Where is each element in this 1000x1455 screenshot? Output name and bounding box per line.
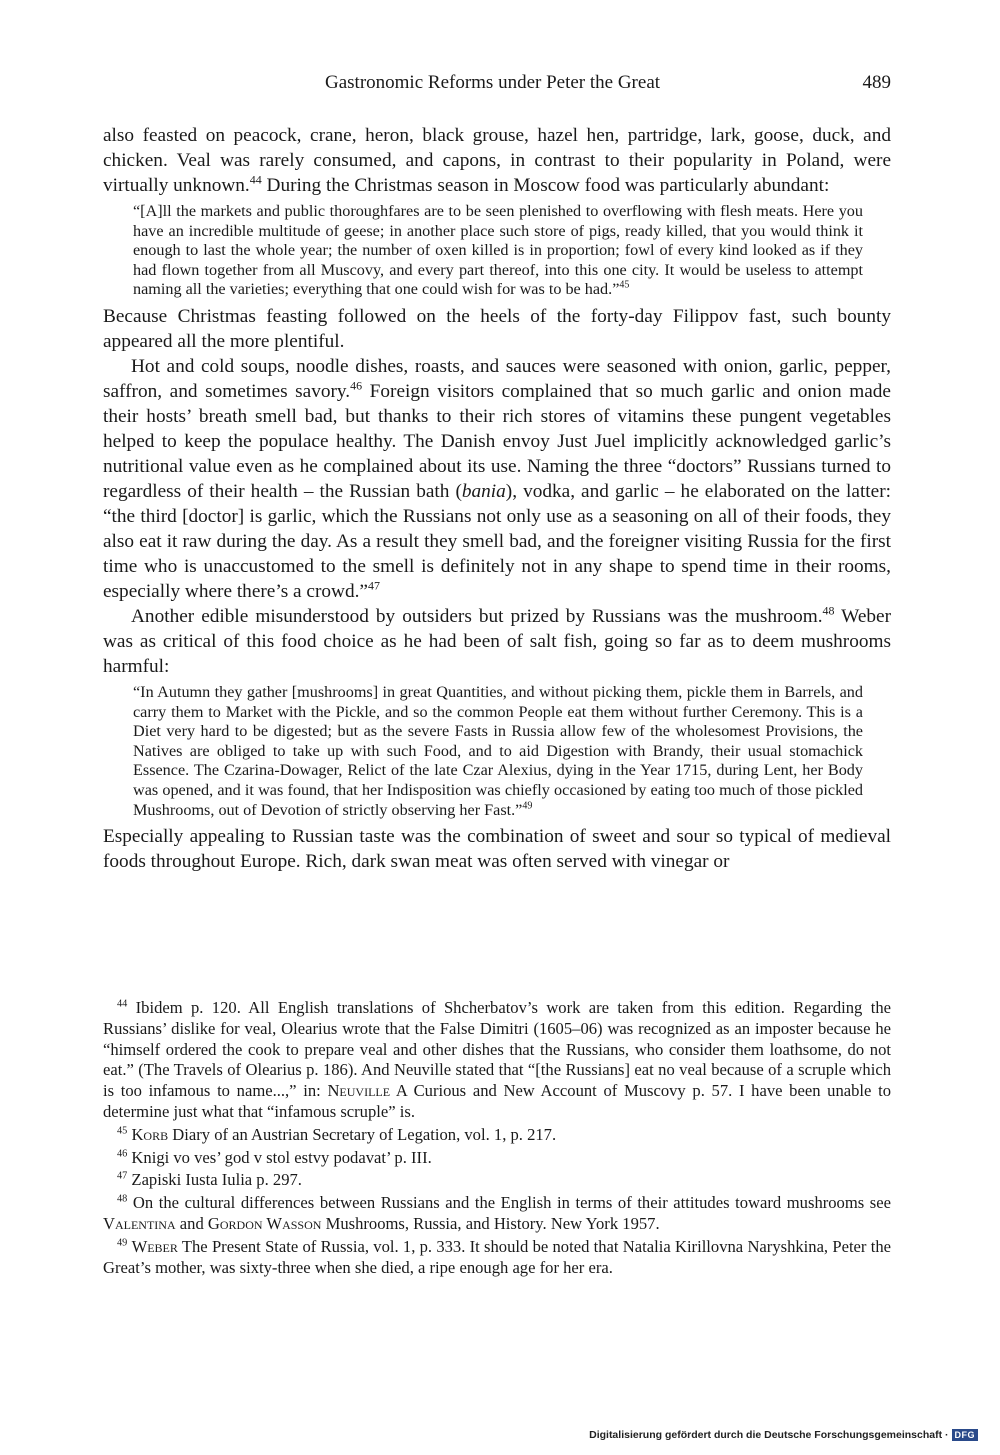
paragraph-4: Another edible misunderstood by outsiders but prized by Russians was the mushroom.$^{48}$ Weber was as critical of this food choice as he had been of salt fish, going so far as to deem mushrooms harmful:	[103, 603, 891, 677]
footnote-48: $^{48}$ On the cultural differences between Russians and the English in terms of their attitudes toward mushrooms see Valentina and Gordon Wasson Mushrooms, Russia, and History. New York 1957.	[103, 1193, 891, 1233]
dfg-logo-icon: DFG	[952, 1429, 979, 1441]
footnote-49: $^{49}$ Weber The Present State of Russia, vol. 1, p. 333. It should be noted that Natalia Kirillovna Naryshkina, Peter the Great’s mother, was sixty-three when she died, a ripe enough age for her era.	[103, 1236, 891, 1277]
footnote-ref-44: 44	[249, 172, 262, 187]
running-title: Gastronomic Reforms under Peter the Great	[325, 72, 661, 93]
paragraph-3: Hot and cold soups, noodle dishes, roasts, and sauces were seasoned with onion, garlic, pepper, saffron, and sometimes savory.$^{46}$ Foreign visitors complained that so much garlic and onion made their hosts’ breath smell bad, but thanks to their rich stores of vitamins these pungent vegetables helped to keep the populace healthy. The Danish envoy Just Juel implicitly acknowledged garlic’s nutritional value even as he complained about its use. Naming the three “doctors” Russians turned to regardless of their health – the Russian bath (bania), vodka, and garlic – he elaborated on the latter: “the third [doctor] is garlic, which the Russians not only use as a seasoning on all of their foods, they also eat it raw during the day. As a result they smell bad, and the foreigner visiting Russia for the first time who is unaccustomed to the smell is definitely not in any shape to spend time in their rooms, especially where there’s a crowd.”$^{47}$	[103, 355, 891, 602]
digitization-credit	[589, 1429, 978, 1441]
footnote-ref-46: 46	[350, 378, 363, 393]
footnote-45: $^{45}$ Korb Diary of an Austrian Secretary of Legation, vol. 1, p. 217.	[117, 1124, 557, 1144]
credit-text: Digitalisierung gefördert durch die Deutsche Forschungsgemeinschaft ·	[589, 1429, 949, 1441]
page-number: 489	[862, 72, 891, 93]
footnote-ref-48: 48	[822, 603, 835, 618]
paragraph-2: Because Christmas feasting followed on the heels of the forty-day Filippov fast, such bounty appeared all the more plentiful.	[103, 305, 891, 352]
footnote-47: $^{47}$ Zapiski Iusta Iulia p. 297.	[117, 1170, 302, 1190]
paragraph-5: Especially appealing to Russian taste was the combination of sweet and sour so typical of medieval foods throughout Europe. Rich, dark swan meat was often served with vinegar or	[103, 826, 891, 873]
block-quote-2: “In Autumn they gather [mushrooms] in great Quantities, and without picking them, pickle them in Barrels, and carry them to Market with the Pickle, and so the common People eat them without further Ceremony. This is a Diet very hard to be digested; but as the severe Fasts in Russia allow few of the wholesomest Provisions, the Natives are obliged to take up with such Food, and to aid Digestion with Brandy, their usual stomachick Essence. The Czarina-Dowager, Relict of the late Czar Alexius, dying in the Year 1715, during Lent, her Body was opened, and it was found, that her Indisposition was chiefly occasioned by eating too much of those pickled Mushrooms, out of Devotion of strictly observing her Fast.”$^{49}$	[133, 682, 863, 819]
footnote-ref-47: 47	[368, 578, 380, 593]
paragraph-1: also feasted on peacock, crane, heron, black grouse, hazel hen, partridge, lark, goose, duck, and chicken. Veal was rarely consumed, and capons, in contrast to their popularity in Poland, were virtually unknown.$^{44}$ During the Christmas season in Moscow food was particularly abundant:	[103, 125, 891, 196]
footnote-44: $^{44}$ Ibidem p. 120. All English translations of Shcherbatov’s work are taken from this edition. Regarding the Russians’ dislike for veal, Olearius wrote that the False Dimitri (1605–06) was recognized as an imposter because he “himself ordered the cook to prepare veal and other dishes that the Russians, who consider them loathsome, do not eat.” (The Travels of Olearius p. 186). And Neuville stated that “[the Russians] eat no veal because of a scruple which is too infamous to name...,” in: Neuville A Curious and New Account of Muscovy p. 57. I have been unable to determine just what that “infamous scruple” is.	[103, 998, 891, 1121]
page-header	[103, 72, 891, 98]
main-text	[103, 123, 891, 874]
footnote-ref-49: 49	[522, 800, 533, 812]
block-quote-1: “[A]ll the markets and public thoroughfares are to be seen plenished to overflowing with flesh meats. Here you have an incredible multitude of geese; in another place such store of pigs, ready killed, that you would think it enough to last the whole year; the number of oxen killed is in proportion; fowl of every kind looked as if they had flown together from all Muscovy, and every part thereof, into this one city. It would be useless to attempt naming all the varieties; everything that one could wish for was to be had.”$^{45}$	[133, 202, 863, 299]
footnote-46: $^{46}$ Knigi vo ves’ god v stol estvy podavat’ p. III.	[117, 1147, 432, 1167]
footnote-ref-45: 45	[619, 279, 630, 291]
term-bania: bania	[461, 480, 506, 502]
footnotes	[103, 998, 891, 1278]
